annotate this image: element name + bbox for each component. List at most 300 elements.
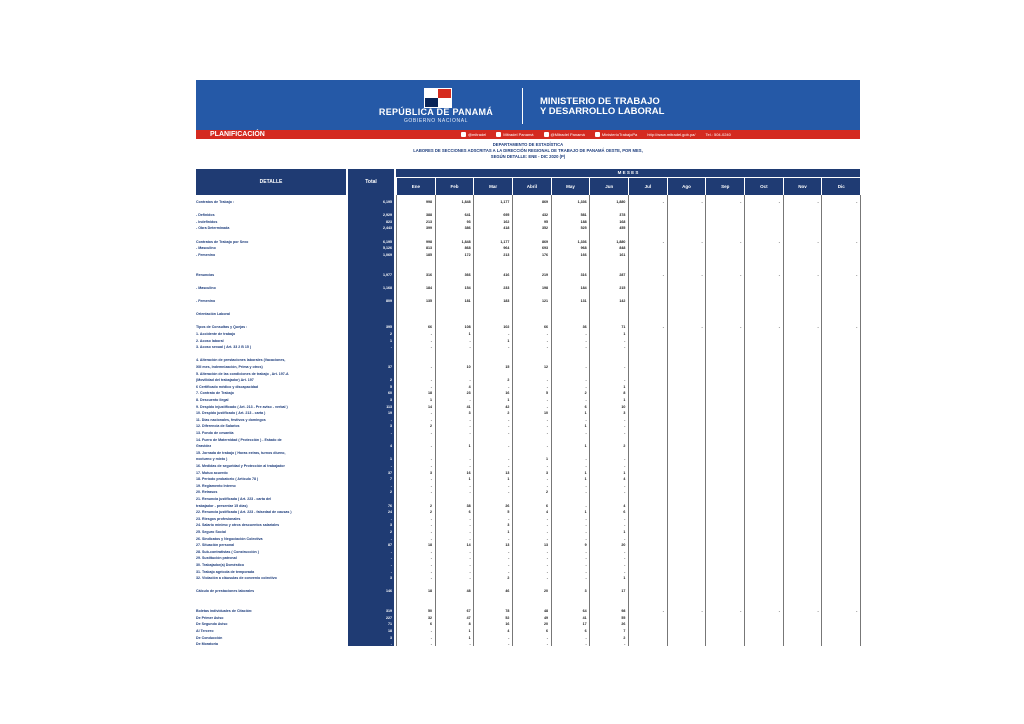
cell-feb: 16 — [466, 470, 471, 475]
row-total: - — [390, 483, 392, 488]
cell-ene: 32 — [428, 615, 432, 620]
row-label: 15. Jornada de trabajo ( Horas extras, turnos diurno, — [196, 450, 286, 455]
cell-feb: - — [469, 556, 471, 561]
row-label: 8. Descuento ilegal — [196, 398, 229, 402]
row-label: - Femenino — [196, 299, 216, 303]
row-total: 395 — [386, 325, 392, 330]
table-row — [196, 311, 860, 317]
row-total: 76 — [388, 503, 392, 508]
cell-feb: - — [469, 642, 471, 647]
cell-jun: 71 — [621, 325, 626, 330]
cell-mar: - — [508, 642, 510, 647]
row-label: - Obra Determinada — [196, 226, 230, 231]
cell-oct: - — [778, 609, 780, 614]
row-label: 7. Contrato de Trabajo — [196, 391, 234, 396]
row-total: 3 — [390, 398, 392, 402]
cell-abril: 6 — [546, 629, 548, 633]
table-row — [196, 344, 860, 350]
cell-may: - — [585, 523, 587, 528]
cell-feb: 41 — [466, 404, 471, 409]
cell-mar: - — [508, 516, 510, 521]
twitter-link[interactable]: @mitradel — [461, 130, 486, 139]
cell-ene: 3 — [430, 470, 432, 475]
cell-mar: 695 — [503, 213, 510, 218]
cell-may: - — [585, 378, 587, 383]
table-row — [196, 245, 860, 251]
table-row — [196, 272, 860, 278]
cell-mar: 3 — [507, 523, 510, 528]
cell-abril: 48 — [544, 609, 548, 614]
cell-mar: 2 — [507, 411, 510, 416]
cell-may: 1 — [584, 424, 587, 429]
cell-may: 525 — [580, 226, 587, 231]
twitter-icon — [461, 132, 466, 137]
row-total: 319 — [386, 609, 392, 614]
table-row — [196, 331, 860, 337]
cell-may: 968 — [580, 246, 587, 251]
cell-may: - — [585, 516, 587, 521]
cell-mar: 1 — [507, 477, 510, 482]
cell-jun: - — [624, 424, 626, 429]
cell-abril: - — [546, 530, 548, 534]
cell-abril: 20 — [544, 589, 548, 594]
table-row — [196, 397, 860, 403]
row-label: trabajador - presentar 15 días) — [196, 503, 248, 508]
cell-abril: 693 — [542, 246, 548, 251]
table-row — [196, 496, 860, 502]
table-row — [196, 384, 860, 390]
cell-feb: 1 — [468, 332, 471, 336]
row-label: Al Tercero — [196, 629, 214, 633]
cell-ene: - — [430, 629, 432, 633]
row-total: 823 — [386, 219, 392, 224]
row-label: 5. Alteración de las condiciones de trabajo , Art. 197-A — [196, 371, 289, 376]
cell-ene: 18 — [428, 543, 432, 548]
cell-abril: - — [546, 398, 548, 402]
cell-feb: 8 — [468, 622, 471, 627]
cell-oct: - — [778, 325, 780, 330]
month-header-oct: Oct — [744, 178, 783, 195]
cell-oct: - — [778, 200, 780, 204]
cell-feb: - — [469, 576, 471, 581]
cell-feb: - — [469, 457, 471, 462]
cell-may: 131 — [580, 299, 587, 303]
row-label: 1. Accidente de trabajo — [196, 332, 236, 336]
table-row — [196, 423, 860, 429]
cell-feb: 10 — [466, 365, 471, 369]
row-total: - — [390, 516, 392, 521]
cell-ene: - — [430, 365, 432, 369]
cell-ene: - — [430, 332, 432, 336]
cell-nov: - — [817, 272, 819, 277]
cell-mar: 418 — [503, 226, 510, 231]
row-total: 2 — [390, 378, 392, 383]
table-row — [196, 450, 860, 456]
cell-mar: - — [508, 345, 510, 350]
title-line-2: LABORES DE SECCIONES ADSCRITAS A LA DIRECCIÓN REGIONAL DE TRABAJO DE PANAMÁ OESTE, POR MES, — [413, 148, 643, 153]
cell-mar: 42 — [505, 404, 510, 409]
cell-abril: - — [546, 464, 548, 468]
cell-ene: 813 — [426, 246, 432, 251]
cell-mar: 52 — [505, 615, 510, 620]
table-row — [196, 483, 860, 489]
cell-feb: - — [469, 431, 471, 435]
ministry-name — [540, 97, 664, 117]
row-label: 30. Trabajador(a) Doméstico — [196, 563, 245, 567]
cell-mar: 1 — [507, 338, 510, 343]
cell-feb: - — [469, 345, 471, 350]
cell-may: - — [585, 384, 587, 389]
cell-may: - — [585, 338, 587, 343]
cell-mar: - — [508, 569, 510, 574]
row-total: 71 — [388, 622, 392, 627]
row-total: 809 — [386, 299, 392, 303]
table-row — [196, 476, 860, 482]
cell-ene: 185 — [426, 252, 432, 257]
cell-abril: 869 — [542, 200, 548, 204]
row-label: De Conducción — [196, 635, 223, 640]
cell-abril: - — [546, 536, 548, 541]
row-label: - Masculino — [196, 246, 216, 251]
cell-feb: 1 — [468, 477, 471, 482]
row-total: 1 — [390, 338, 392, 343]
table-row — [196, 621, 860, 627]
cell-jun: 55 — [621, 615, 626, 620]
month-header-ene: Ene — [396, 178, 435, 195]
cell-may: 1 — [584, 477, 587, 482]
cell-abril: - — [546, 483, 548, 488]
cell-ene: - — [430, 483, 432, 488]
cell-may: - — [585, 417, 587, 422]
row-label: De Segundo Aviso — [196, 622, 228, 627]
cell-may: - — [585, 457, 587, 462]
cell-abril: 176 — [542, 252, 548, 257]
cell-may: 1 — [584, 510, 587, 515]
table-row — [196, 555, 860, 561]
cell-ene: - — [430, 635, 432, 640]
cell-abril: - — [546, 431, 548, 435]
row-label: 17. Mutuo acuerdo — [196, 470, 228, 475]
table-row — [196, 443, 860, 449]
cell-may: 3 — [584, 589, 587, 594]
cell-abril: 219 — [542, 272, 548, 277]
ministry-line-1: MINISTERIO DE TRABAJO — [540, 96, 660, 107]
table-row — [196, 338, 860, 344]
cell-abril: 6 — [546, 503, 548, 508]
cell-may: 6 — [584, 629, 587, 633]
row-label: 29. Sustitución patronal — [196, 556, 237, 561]
cell-nov: - — [817, 325, 819, 330]
table-row — [196, 575, 860, 581]
cell-ene: - — [430, 642, 432, 647]
cell-jun: - — [624, 536, 626, 541]
row-label: 21. Renuncia justificada ( Art. 223 - carta del — [196, 497, 272, 501]
row-total: 7 — [390, 477, 392, 482]
cell-feb: - — [469, 536, 471, 541]
row-total: 1,977 — [383, 272, 392, 277]
cell-jun: 98 — [621, 609, 626, 614]
cell-abril: - — [546, 576, 548, 581]
cell-ene: - — [430, 338, 432, 343]
cell-may: 36 — [582, 325, 587, 330]
cell-feb: 108 — [464, 325, 471, 330]
row-label: 28. Sub-contratistas ( Construcción ) — [196, 549, 259, 554]
cell-jun: 4 — [623, 477, 626, 482]
cell-mar: - — [508, 549, 510, 554]
cell-jun: 215 — [619, 285, 626, 290]
cell-feb: 67 — [466, 609, 471, 614]
row-label: 14. Fuero de Maternidad ( Protección ) - Estado de — [196, 437, 282, 442]
cell-ene: - — [430, 576, 432, 581]
cell-jun: 142 — [619, 299, 626, 303]
row-total: 227 — [386, 615, 392, 620]
cell-ene: - — [430, 457, 432, 462]
row-total: 87 — [388, 543, 392, 548]
table-row — [196, 324, 860, 330]
cell-mar: 102 — [503, 325, 510, 330]
table-row — [196, 588, 860, 594]
cell-mar: 1 — [507, 398, 510, 402]
row-total: 2 — [390, 530, 392, 534]
cell-mar: 16 — [505, 622, 510, 627]
cell-abril: - — [546, 417, 548, 422]
cell-mar: - — [508, 556, 510, 561]
cell-mar: - — [508, 536, 510, 541]
cell-jun: - — [624, 378, 626, 383]
row-label: - Masculino — [196, 285, 216, 290]
phone-text: Tel.: 504-0240 — [705, 132, 731, 137]
row-total: 6,195 — [383, 239, 392, 244]
row-label: 9. Despido injustificado ( Art. 213 - Pre aviso - verbal ) — [196, 404, 288, 409]
cell-may: 2 — [584, 391, 587, 396]
cell-feb: 14 — [466, 543, 471, 548]
row-total: 5,126 — [383, 246, 392, 251]
cell-abril: 13 — [544, 543, 548, 548]
cell-abril: - — [546, 642, 548, 647]
row-total: - — [390, 417, 392, 422]
row-total: - — [390, 549, 392, 554]
cell-jun: 1 — [623, 530, 626, 534]
table-row — [196, 615, 860, 621]
cell-feb: 172 — [464, 252, 471, 257]
cell-may: - — [585, 642, 587, 647]
banner-divider — [522, 88, 523, 124]
cell-may: 1 — [584, 444, 587, 449]
row-label: 25. Seguro Social — [196, 530, 226, 534]
cell-feb: 93 — [466, 219, 471, 224]
cell-jun: 1 — [623, 332, 626, 336]
cell-ene: 998 — [426, 200, 432, 204]
cell-ene: 6 — [430, 622, 432, 627]
table-row — [196, 437, 860, 443]
row-label: Gravidez — [196, 444, 212, 449]
cell-abril: 66 — [544, 325, 548, 330]
cell-mar: - — [508, 424, 510, 429]
table-row — [196, 516, 860, 522]
cell-feb: - — [469, 398, 471, 402]
header-banner — [196, 80, 860, 130]
cell-may: - — [585, 569, 587, 574]
cell-may: 64 — [582, 609, 587, 614]
table-row — [196, 225, 860, 231]
cell-mar: 13 — [505, 543, 510, 548]
cell-ene: - — [430, 464, 432, 468]
cell-mar: - — [508, 417, 510, 422]
row-label: 23. Riesgos profesionales — [196, 516, 241, 521]
report-titles — [196, 142, 860, 160]
cell-mar: 26 — [505, 503, 510, 508]
cell-feb: - — [469, 563, 471, 567]
cell-jun: - — [624, 338, 626, 343]
cell-nov: - — [817, 609, 819, 614]
table-row — [196, 628, 860, 634]
cell-feb: 386 — [464, 226, 471, 231]
cell-ago: - — [701, 272, 703, 277]
cell-may: - — [585, 576, 587, 581]
cell-may: 184 — [580, 285, 587, 290]
cell-feb: 3 — [468, 411, 471, 416]
cell-mar: 16 — [505, 391, 510, 396]
gov-title: REPÚBLICA DE PANAMÁ — [378, 107, 494, 117]
month-header-may: May — [551, 178, 590, 195]
document-page — [196, 80, 860, 646]
cell-abril: - — [546, 424, 548, 429]
cell-feb: - — [469, 530, 471, 534]
cell-may: - — [585, 464, 587, 468]
cell-mar: 1 — [507, 530, 510, 534]
cell-may: - — [585, 431, 587, 435]
cell-feb: 4 — [468, 384, 471, 389]
cell-may: 1,336 — [577, 200, 587, 204]
cell-abril: - — [546, 378, 548, 383]
row-label: 18. Período probatorio ( Artículo 78 ) — [196, 477, 259, 482]
table-row — [196, 635, 860, 641]
ministry-line-2: Y DESARROLLO LABORAL — [540, 106, 665, 117]
cell-ene: 50 — [428, 609, 432, 614]
cell-abril: 432 — [542, 213, 548, 218]
cell-jun: 1 — [623, 576, 626, 581]
website-link[interactable]: http://www.mitradel.gob.pa/ — [647, 132, 696, 137]
row-label: 22. Renuncia justificada ( Art. 223 - falsedad de causas ) — [196, 510, 292, 515]
cell-abril: 20 — [544, 622, 548, 627]
cell-feb: 1 — [468, 635, 471, 640]
cell-ene: - — [430, 411, 432, 416]
cell-jun: 1,880 — [616, 200, 626, 204]
cell-jun: - — [624, 642, 626, 647]
month-header-nov: Nov — [783, 178, 822, 195]
month-header-jul: Jul — [628, 178, 667, 195]
cell-mar: 13 — [505, 470, 510, 475]
table-row — [196, 364, 860, 370]
column-header-total: Total — [348, 169, 394, 195]
cell-oct: - — [778, 272, 780, 277]
row-total: 19 — [388, 411, 392, 416]
youtube-link[interactable]: MinisterioTrabajoPa — [595, 130, 637, 139]
cell-abril: - — [546, 635, 548, 640]
cell-dic: - — [856, 239, 858, 244]
cell-ene: - — [430, 556, 432, 561]
cell-may: - — [585, 549, 587, 554]
cell-jun: 287 — [619, 272, 626, 277]
table-row — [196, 529, 860, 535]
cell-jul: - — [662, 239, 664, 244]
cell-mar: 1,177 — [500, 200, 510, 204]
cell-ene: - — [430, 530, 432, 534]
cell-jun: 1,880 — [616, 239, 626, 244]
table-row — [196, 410, 860, 416]
cell-ene: 998 — [426, 239, 432, 244]
facebook-link[interactable]: Mitradel Panamá — [496, 130, 533, 139]
month-header-ago: Ago — [667, 178, 706, 195]
cell-ene: - — [430, 549, 432, 554]
row-label: Renuncias — [196, 272, 215, 277]
cell-feb: 23 — [466, 391, 471, 396]
cell-abril: - — [546, 569, 548, 574]
cell-mar: 2 — [507, 576, 510, 581]
row-label: Tipos de Consultas y Quejas : — [196, 325, 248, 330]
cell-feb: 47 — [466, 615, 471, 620]
cell-ene: 388 — [426, 213, 432, 218]
row-label: 24. Salario mínimo y otros descuentos salariales — [196, 523, 280, 528]
cell-feb: 1,848 — [461, 200, 471, 204]
cell-mar: 46 — [505, 589, 510, 594]
cell-abril: - — [546, 556, 548, 561]
row-total: 1 — [390, 457, 392, 462]
row-total: 113 — [386, 404, 392, 409]
cell-ene: 213 — [426, 219, 432, 224]
cell-mar: - — [508, 490, 510, 495]
month-header-feb: Feb — [435, 178, 474, 195]
cell-jun: 8 — [623, 391, 626, 396]
social-links — [461, 130, 731, 139]
row-total: 3 — [390, 424, 392, 429]
cell-ene: - — [430, 384, 432, 389]
cell-jun: - — [624, 490, 626, 495]
cell-may: - — [585, 503, 587, 508]
cell-may: - — [585, 530, 587, 534]
row-label: 26. Sindicatos y Negociación Colectiva — [196, 536, 263, 541]
cell-abril: - — [546, 563, 548, 567]
row-total: 3 — [390, 523, 392, 528]
table-row — [196, 549, 860, 555]
cell-jun: 6 — [623, 510, 626, 515]
cell-ene: 2 — [430, 510, 432, 515]
instagram-link[interactable]: @Mitradel Panamá — [544, 130, 585, 139]
facebook-icon — [496, 132, 501, 137]
row-total: 1,069 — [383, 252, 392, 257]
cell-abril: 49 — [544, 615, 548, 620]
row-total: - — [390, 563, 392, 567]
cell-feb: 48 — [466, 589, 471, 594]
section-bar — [196, 130, 860, 139]
row-total: 2 — [390, 332, 392, 336]
cell-sep: - — [740, 200, 742, 204]
cell-jun: 10 — [621, 404, 626, 409]
row-total: 2 — [390, 490, 392, 495]
cell-ene: - — [430, 345, 432, 350]
cell-dic: - — [856, 272, 858, 277]
cell-abril: - — [546, 345, 548, 350]
row-total: 6,195 — [383, 200, 392, 204]
cell-jun: 168 — [619, 219, 626, 224]
row-total: - — [390, 431, 392, 435]
cell-ago: - — [701, 239, 703, 244]
table-row — [196, 371, 860, 377]
row-total: 37 — [388, 470, 392, 475]
row-total: - — [390, 345, 392, 350]
cell-ene: - — [430, 431, 432, 435]
cell-jun: - — [624, 365, 626, 369]
